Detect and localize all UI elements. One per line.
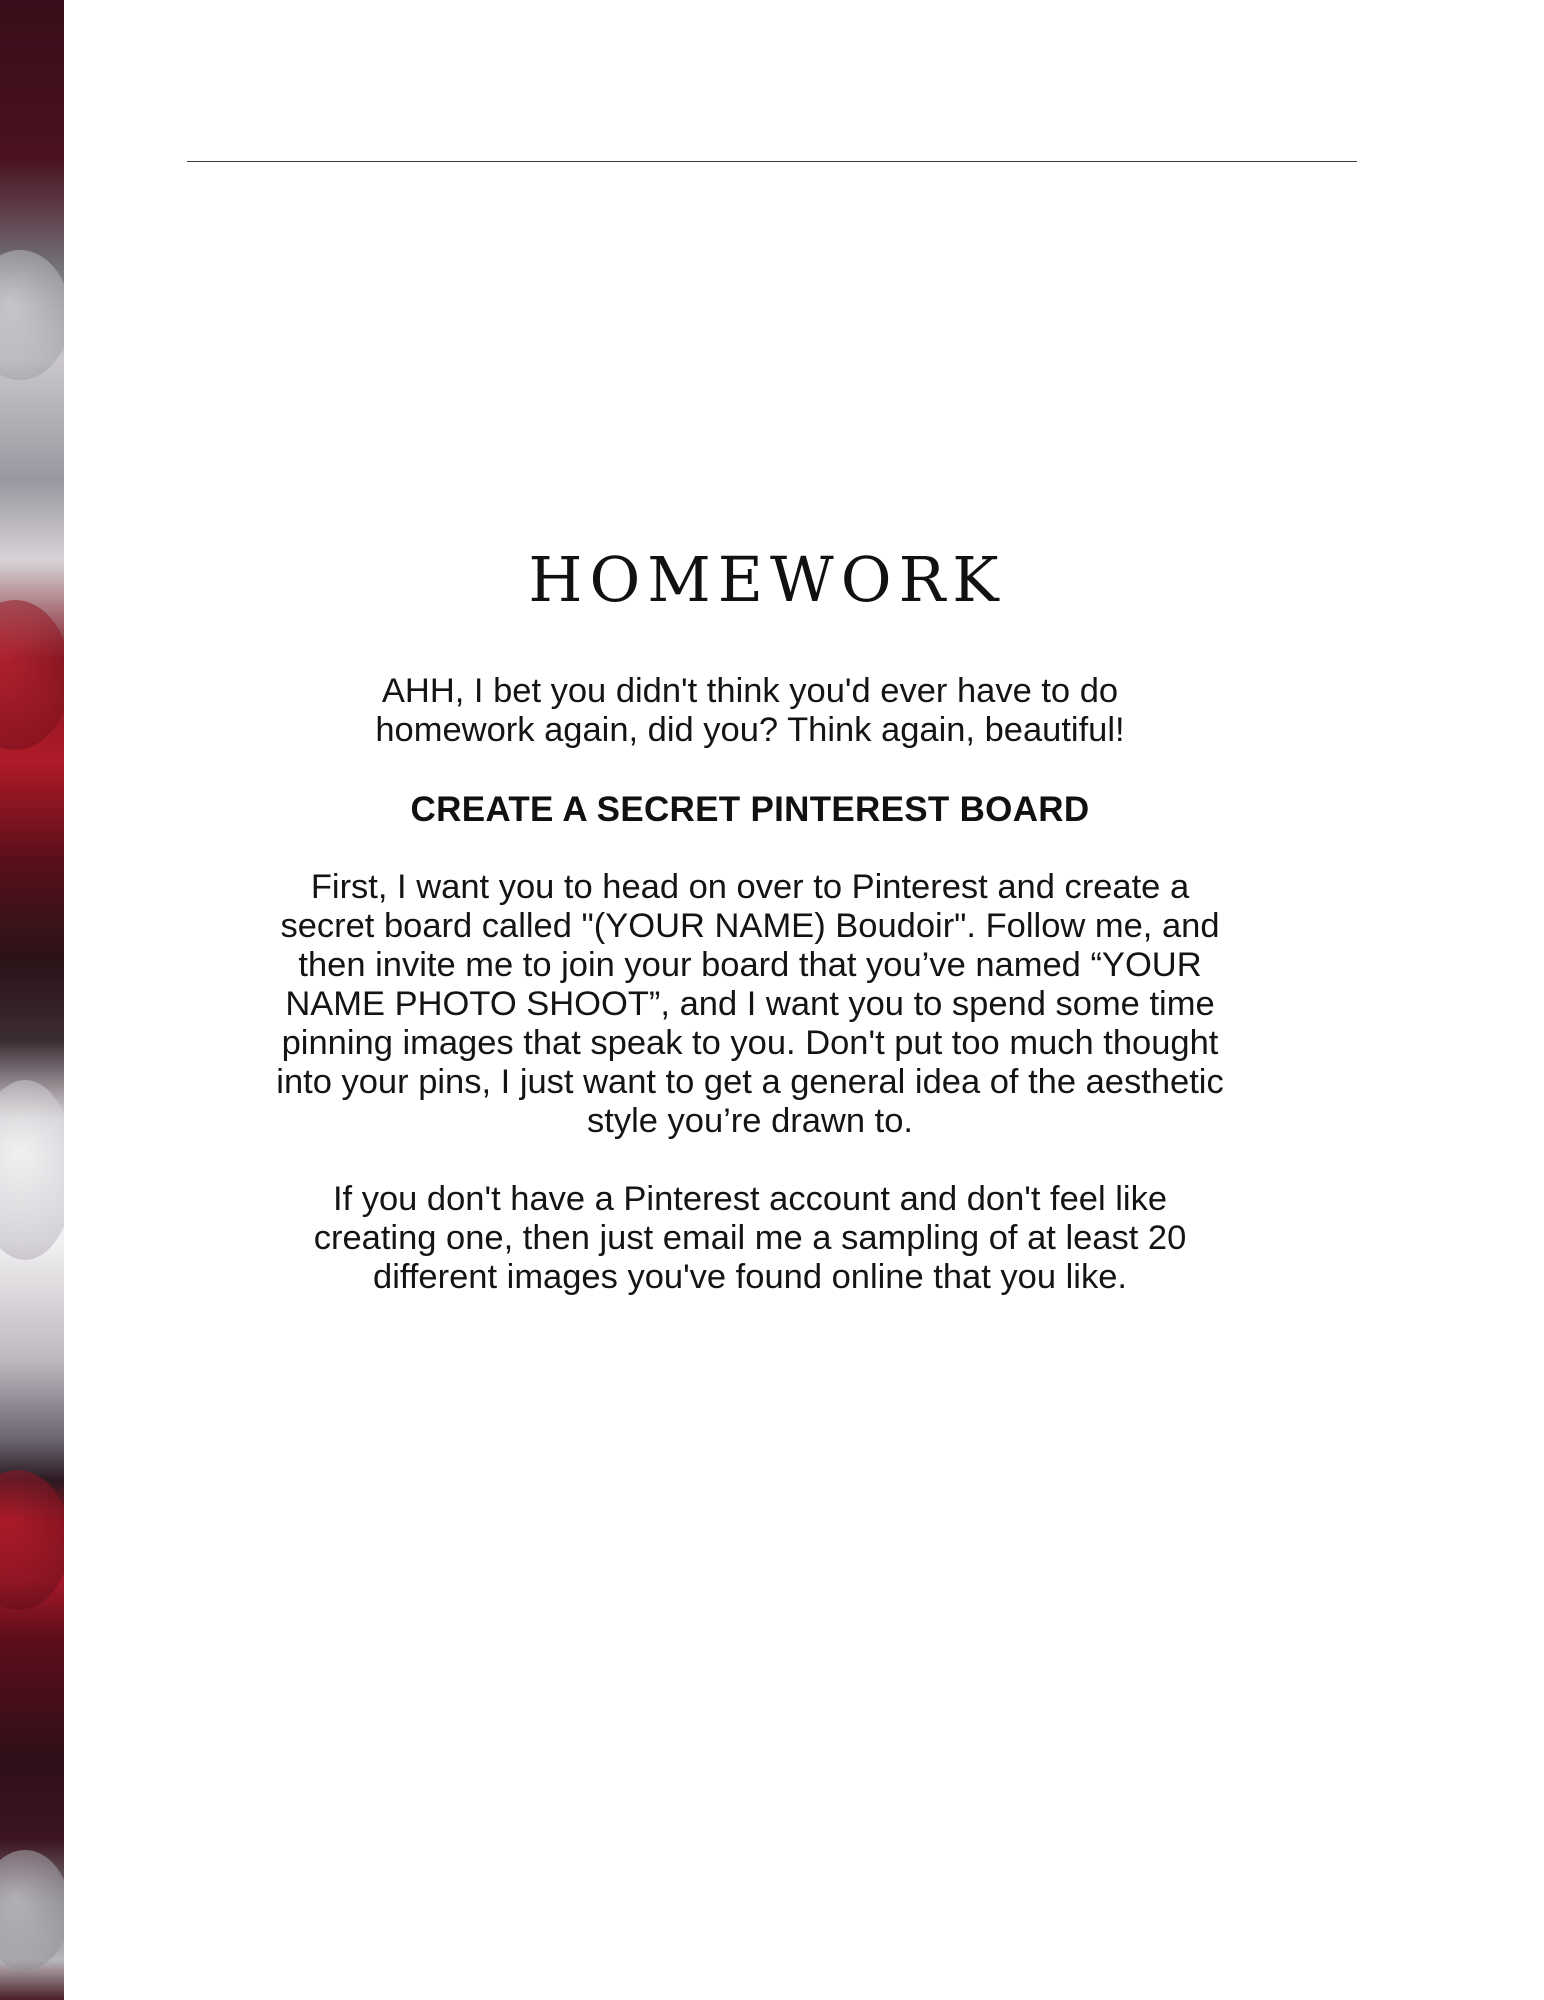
instructions-paragraph: First, I want you to head on over to Pinterest and create a secret board called "(YOUR NAME) Boudoir". Follow me, and then invite me to join your board that you’ve named “YOUR NAME PHOTO SHOOT”, and I want you to spend some time pinning images that speak to you. Don't put too much thought into your pins, I just want to get a general idea of the aesthetic style you’re drawn to. bbox=[276, 868, 1224, 1140]
white-rose-petal bbox=[0, 1080, 64, 1260]
red-rose-petal bbox=[0, 600, 64, 750]
page-title: HOMEWORK bbox=[528, 543, 1006, 616]
alternative-paragraph: If you don't have a Pinterest account and don't feel like creating one, then just email me a sampling of at least 20 different images you've found online that you like. bbox=[313, 1180, 1187, 1296]
red-rose-petal bbox=[0, 1470, 64, 1610]
floral-border-image bbox=[0, 0, 64, 2000]
top-divider bbox=[187, 161, 1357, 162]
section-heading: CREATE A SECRET PINTEREST BOARD bbox=[410, 790, 1090, 829]
white-rose-petal bbox=[0, 250, 64, 380]
white-rose-petal bbox=[0, 1850, 64, 1970]
homework-section bbox=[220, 540, 1280, 1297]
intro-paragraph: AHH, I bet you didn't think you'd ever have to do homework again, did you? Think again, beautiful! bbox=[375, 672, 1125, 749]
